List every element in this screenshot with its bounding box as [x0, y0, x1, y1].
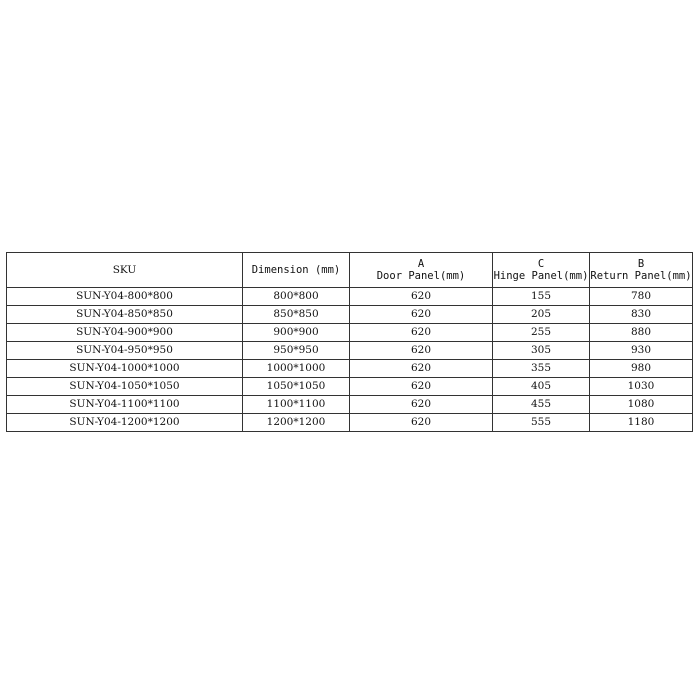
table-body	[7, 288, 693, 432]
table-row	[7, 414, 693, 432]
cell-sku: SUN-Y04-1000*1000	[7, 360, 243, 378]
cell-hinge-panel: 455	[493, 396, 590, 414]
cell-sku: SUN-Y04-1050*1050	[7, 378, 243, 396]
cell-sku: SUN-Y04-1100*1100	[7, 396, 243, 414]
table-row	[7, 360, 693, 378]
cell-dimension: 800*800	[243, 288, 350, 306]
cell-dimension: 850*850	[243, 306, 350, 324]
cell-dimension: 1050*1050	[243, 378, 350, 396]
header-sku	[7, 253, 243, 288]
spec-table	[6, 252, 693, 432]
header-door-panel	[350, 253, 493, 288]
cell-door-panel: 620	[350, 306, 493, 324]
cell-door-panel: 620	[350, 378, 493, 396]
cell-door-panel: 620	[350, 342, 493, 360]
cell-door-panel: 620	[350, 288, 493, 306]
cell-door-panel: 620	[350, 360, 493, 378]
cell-return-panel: 1030	[590, 378, 693, 396]
table-row	[7, 378, 693, 396]
cell-hinge-panel: 205	[493, 306, 590, 324]
cell-return-panel: 780	[590, 288, 693, 306]
header-hinge-label: Hinge Panel(mm)	[493, 270, 589, 282]
cell-return-panel: 880	[590, 324, 693, 342]
header-row	[7, 253, 693, 288]
cell-hinge-panel: 305	[493, 342, 590, 360]
header-return-panel	[590, 253, 693, 288]
header-return-label: Return Panel(mm)	[590, 270, 692, 282]
header-door-label: Door Panel(mm)	[376, 270, 466, 282]
header-dimension	[243, 253, 350, 288]
cell-hinge-panel: 555	[493, 414, 590, 432]
cell-dimension: 1100*1100	[243, 396, 350, 414]
cell-door-panel: 620	[350, 324, 493, 342]
header-return-letter: B	[637, 258, 645, 270]
cell-hinge-panel: 255	[493, 324, 590, 342]
cell-hinge-panel: 355	[493, 360, 590, 378]
cell-return-panel: 1080	[590, 396, 693, 414]
cell-return-panel: 830	[590, 306, 693, 324]
cell-hinge-panel: 405	[493, 378, 590, 396]
cell-sku: SUN-Y04-850*850	[7, 306, 243, 324]
header-hinge-letter: C	[537, 258, 545, 270]
cell-return-panel: 930	[590, 342, 693, 360]
cell-dimension: 1000*1000	[243, 360, 350, 378]
cell-dimension: 1200*1200	[243, 414, 350, 432]
cell-door-panel: 620	[350, 414, 493, 432]
table-row	[7, 396, 693, 414]
header-sku-label: SKU	[112, 264, 137, 276]
table-row	[7, 342, 693, 360]
table-row	[7, 306, 693, 324]
header-door-letter: A	[417, 258, 425, 270]
cell-sku: SUN-Y04-1200*1200	[7, 414, 243, 432]
header-dimension-label: Dimension (mm)	[251, 264, 341, 276]
cell-sku: SUN-Y04-950*950	[7, 342, 243, 360]
cell-dimension: 900*900	[243, 324, 350, 342]
cell-return-panel: 980	[590, 360, 693, 378]
cell-dimension: 950*950	[243, 342, 350, 360]
table-row	[7, 324, 693, 342]
table-row	[7, 288, 693, 306]
cell-sku: SUN-Y04-900*900	[7, 324, 243, 342]
header-hinge-panel	[493, 253, 590, 288]
table-header	[7, 253, 693, 288]
cell-hinge-panel: 155	[493, 288, 590, 306]
cell-sku: SUN-Y04-800*800	[7, 288, 243, 306]
cell-return-panel: 1180	[590, 414, 693, 432]
cell-door-panel: 620	[350, 396, 493, 414]
